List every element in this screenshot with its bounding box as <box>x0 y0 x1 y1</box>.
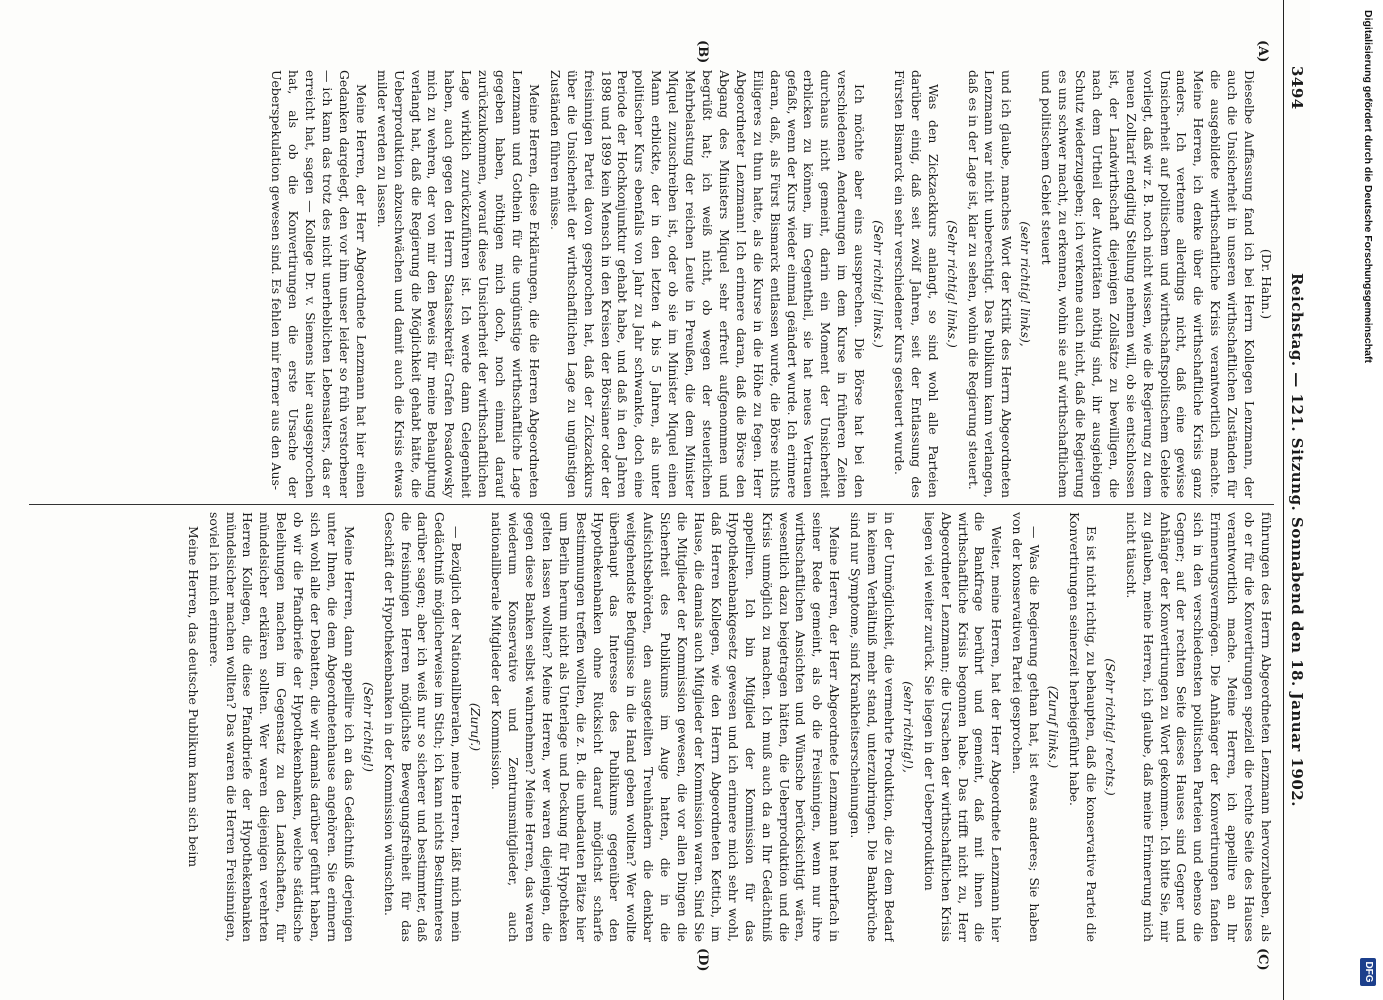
paragraph: in der Unmöglichkeit, die vermehrte Produktion, die zu dem Bedarf in keinem Verhältniß mehr stand, unterzubringen. Die Bankbrüche sind nur Symptome, sind Krankheitserscheinungen. <box>848 512 897 942</box>
paragraph: Es ist nicht richtig, zu behaupten, daß die konservative Partei die Konvertirungen seinerzeit herbeigeführt habe. <box>1067 512 1099 942</box>
left-column <box>24 70 1274 498</box>
paragraph: Meine Herren, diese Erklärungen, die die Herren Abgeordneten Lenzmann und Gothein für die ungünstige wirthschaftliche Lage gegeben haben, nöthigen mich doch, noch einmal darauf zurückzukommen, worauf diese Unsicherheit der wirthschaftlichen Lage wirklich zurückzuführen ist. Ich werde dann Gelegenheit haben, auch gegen den Herrn Staatssekretär Grafen Posadowsky mich zu wehren, der von mir den Beweis für meine Behauptung verlangt hat, daß die Regierung die Möglichkeit gehabt hätte, die Ueberproduktion abzuschwächen und damit auch die Krisis etwas milder werden zu lassen. <box>374 70 542 498</box>
dfg-logo: DFG <box>1360 958 1376 986</box>
paragraph: — Was die Regierung gethan hat, ist etwas anderes; Sie haben von der konservativen Partei gesprochen. <box>1010 512 1043 942</box>
funding-footer <box>1356 0 1380 1000</box>
margin-letter-c: (C) <box>1255 948 1270 971</box>
paragraph: Was den Zickzackkurs anlangt, so sind wohl alle Parteien darüber einig, daß seit zwölf Jahren, seit der Entlassung des Fürsten Bismarck ein sehr verschiedener Kurs gesteuert wurde. <box>891 70 941 498</box>
paragraph: Weiter, meine Herren, hat der Herr Abgeordnete Lenzmann hier die Bankfrage berührt und gemeint, daß mit ihnen die wirthschaftliche Krisis begonnen habe. Das trifft nicht zu, Herr Abgeordneter Lenzmann; die Ursachen der wirthschaftlichen Krisis liegen viel weiter zurück. Sie liegen in der Ueberproduktion <box>921 512 1005 942</box>
paragraph: Meine Herren, dann appellire ich an das Gedächtniß derjenigen unter Ihnen, die dem Abgeordnetenhause angehören. Sie erinnern sich wohl alle der Debatten, die wir damals darüber geführt haben, ob wir die Pfandbriefe der Hypothekenbanken, welche städtische Beleihungen machen im Gegensatz zu den Landschaften, für mündelsicher erklären sollten. Wer waren diejenigen verehrten Herren Kollegen, die diese Pfandbriefe der Hypothekenbanken mündelsicher machen wollten? Das waren die Herren Freisinnigen, soviel ich mich erinnere. <box>206 512 357 942</box>
paragraph: führungen des Herrn Abgeordneten Lenzmann hervorzuheben, als ob er für die Konvertirungen speziell die rechte Seite des Hauses verantwortlich mache. Meine Herren, ich appellire an Ihr Erinnerungsvermögen. Die Anhänger der Konvertirungen fanden sich in den verschiedensten politischen Parteien und ebenso die Gegner; auf der rechten Seite dieses Hauses sind Gegner und Anhänger der Konvertirungen zu Wort gekommen. Ich bitte Sie, mir zu glauben, meine Herren, ich glaube, daß meine Erinnerung mich nicht täuscht. <box>1123 512 1274 942</box>
stage-direction: (Sehr richtig! rechts.) <box>1102 658 1118 796</box>
speaker-label: (Dr. Hahn.) <box>1259 248 1274 320</box>
page-header <box>1283 0 1310 1000</box>
funding-note: Digitalisierung gefördert durch die Deutsche Forschungsgemeinschaft <box>1362 10 1374 363</box>
paragraph: Meine Herren, der Herr Abgeordnete Lenzmann hat hier einen Gedanken dargelegt, den vor ihm unser leider so früh verstorbener — ich kann das trotz des nicht unerheblichen Lebensalters, das er erreicht hat, sagen — Kollege Dr. v. Siemens hier ausgesprochen hat, als ob die Konvertirungen die erste Ursache der Ueberspekulation gewesen sind. Es fehlen mir ferner aus den Aus- <box>269 70 369 498</box>
margin-letter-b: (B) <box>695 40 710 64</box>
stage-direction: (Sehr richtig! links.) <box>871 220 887 348</box>
paragraph: Ich möchte aber eins aussprechen. Die Börse hat bei den verschiedenen Aenderungen im dem Kurse in früheren Zeiten durchaus nicht gemeint, darin ein Moment der Unsicherheit erblicken zu können, im Gegentheil, sie hat neues Vertrauen gefaßt, wenn der Kurs wieder einmal geändert wurde. Ich erinnere daran, daß, als Fürst Bismarck entlassen wurde, die Börse nichts Eiligeres zu thun hatte, als die Kurse in die Höhe zu fegen. Herr Abgeordneter Lenzmann! Ich erinnere daran, daß die Börse den Abgang des Ministers Miquel sehr erfreut aufgenommen und begrüßt hat; ich weiß nicht, ob wegen der steuerlichen Mehrbelastung der reichen Leute in Preußen, die dem Minister Miquel zuzuschreiben ist, oder ob sie im Minister Miquel einen Mann erblickte, der in den letzten 4 bis 5 Jahren, als unter politischer Kurs ebenfalls von Jahr zu Jahr schwankte, doch eine Periode der Hochkonjunktur gehabt habe, und daß in den Jahren 1898 und 1899 kein Mensch in den Kreisen der Börsianer oder der freisinnigen Partei davon gesprochen hat, daß der Zickzackkurs über die Unsicherheit der wirthschaftlichen Lage zu ungünstigen Zuständen führen müsse. <box>547 70 868 498</box>
stage-direction: (Zuruf.) <box>468 702 484 752</box>
column-divider <box>29 504 1274 505</box>
paragraph: und ich glaube, manches Wort der Kritik des Herrn Abgeordneten Lenzmann war nicht unberechtigt. Das Publikum kann verlangen, daß es in der Lage ist, klar zu sehen, wohin die Regierung steuert. <box>965 70 1015 498</box>
paragraph: — Bezüglich der Nationalliberalen, meine Herren, läßt mich mein Gedächtniß möglicherweise im Stich; ich kann nichts Bestimmteres darüber sagen; aber ich weiß nur so sicherer und bestimmter, daß die freisinnigen Herren möglichste Bewegungsfreiheit für das Geschäft der Hypothekenbanken in der Kommission wünschten. <box>381 512 465 942</box>
page-number: 3494 <box>1288 66 1306 110</box>
stage-direction: (sehr richtig! links), <box>1018 221 1034 347</box>
margin-letter-d: (D) <box>695 948 710 972</box>
right-column <box>24 512 1274 942</box>
margin-letter-a: (A) <box>1255 40 1270 63</box>
stage-direction: (Zuruf links.) <box>1046 685 1062 769</box>
paragraph: Dieselbe Auffassung fand ich bei Herrn Kollegen Lenzmann, der auch die Unsicherheit in unseren wirthschaftlichen Zuständen für die ausgebildete wirthschaftliche Krisis verantwortlich machte. Meine Herren, ich denke über die wirthschaftliche Krisis ganz anders. Ich vertenne allerdings nicht, daß eine gewisse Unsicherheit auf politischem und wirthschaftspolitischem Gebiete vorliegt, daß wir z. B. noch nicht wissen, wie die Regierung zu dem neuen Zolltarif endgiltig Stellung nehmen will, ob sie entschlossen ist, der Landwirthschaft diejenigen Zollsätze zu bewilligen, die nach dem Urtheil der Autoritäten nöthig sind, ihr ausgiebigen Schutz wiederzugeben; ich verkenne auch nicht, daß die Regierung es uns schwer macht, zu erkennen, wohin sie auf wirthschaftlichem und politischem Gebiet steuert <box>1039 70 1258 498</box>
stage-direction: (Sehr richtig! links.) <box>944 220 960 348</box>
paragraph: Meine Herren, das deutsche Publikum kann sich beim <box>185 526 201 868</box>
paragraph: Meine Herren, der Herr Abgeordnete Lenzmann hat mehrfach in seiner Rede gemeint, als ob die Freisinnigen, wenn nur ihre wirthschaftlichen Ansichten und Wünsche berücksichtigt wären, wesentlich dazu beigetragen hätten, die Ueberproduktion und die Krisis unmöglich zu machen. Ich muß auch da an Ihr Gedächtniß appelliren. Ich bin Mitglied der Kommission für das Hypothekenbankgesetz gewesen und ich erinnere mich sehr wohl, daß Herren Kollegen, wie den Herrn Abgeordneten Kettich, im Hause, die damals auch Mitglieder der Kommission waren. Sind Sie die Mitglieder der Kommission gewesen, die vor allen Dingen die Sicherheit des Publikums im Auge hatten, die in die Aufsichtsbehörden, den ausgeteilten Treuhändern die denkbar weitgehendste Befugnisse in die Hand geben wollten? Wer wollte überhaupt das Interesse des Publikums gegenüber den Hypothekenbanken ohne Rücksicht darauf möglichst scharfe Bestimmungen treffen wollten, die z. B. die unbedauten Plätze hier um Berlin herum nicht als Unterlage und Deckung für Hypotheken gelten lassen wollten? Meine Herren, wer waren diejenigen, die gegen diese Banken selbst wahrnehmen? Meine Herren, das waren wiederum Konservative und Zentrumsmitglieder, auch nationalliberale Mitglieder der Kommission. <box>489 512 843 942</box>
page-title: Reichstag. — 121. Sitzung. Sonnabend den 18. Januar 1902. <box>1288 273 1306 807</box>
stage-direction: (sehr richtig!), <box>900 681 916 773</box>
stage-direction: (Sehr richtig!) <box>360 682 376 772</box>
